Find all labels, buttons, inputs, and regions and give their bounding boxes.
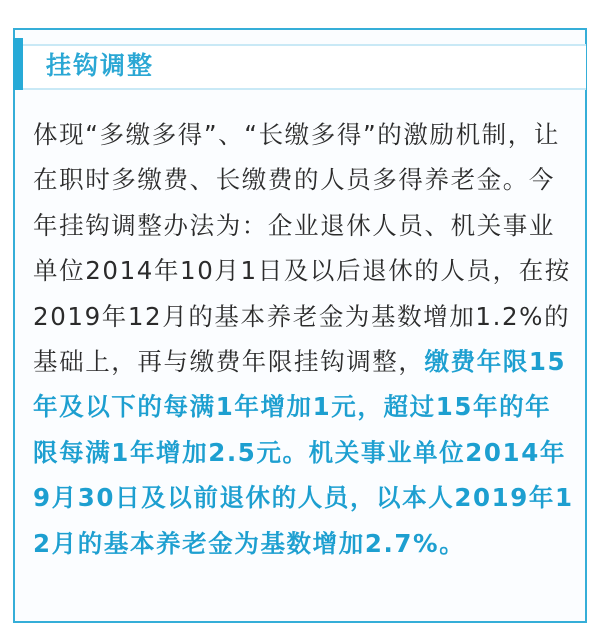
- paragraph-normal-text: 体现“多缴多得”、“长缴多得”的激励机制，让在职时多缴费、长缴费的人员多得养老金。今年挂钩调整办法为：企业退休人员、机关事业单位2014年10月1日及以后退休的人员，在按2019年12月的基本养老金为基数增加1.2%的基础上，再与缴费年限挂钩调整，: [33, 120, 571, 377]
- article-paragraph: [33, 112, 577, 566]
- section-title: 挂钩调整: [46, 51, 155, 80]
- paragraph-highlight-text: 缴费年限15年及以下的每满1年增加1元，超过15年的年限每满1年增加2.5元。机关事业单位2014年9月30日及以前退休的人员，以本人2019年12月的基本养老金为基数增加2.7%。: [33, 347, 574, 558]
- header-accent-bar: [13, 38, 23, 90]
